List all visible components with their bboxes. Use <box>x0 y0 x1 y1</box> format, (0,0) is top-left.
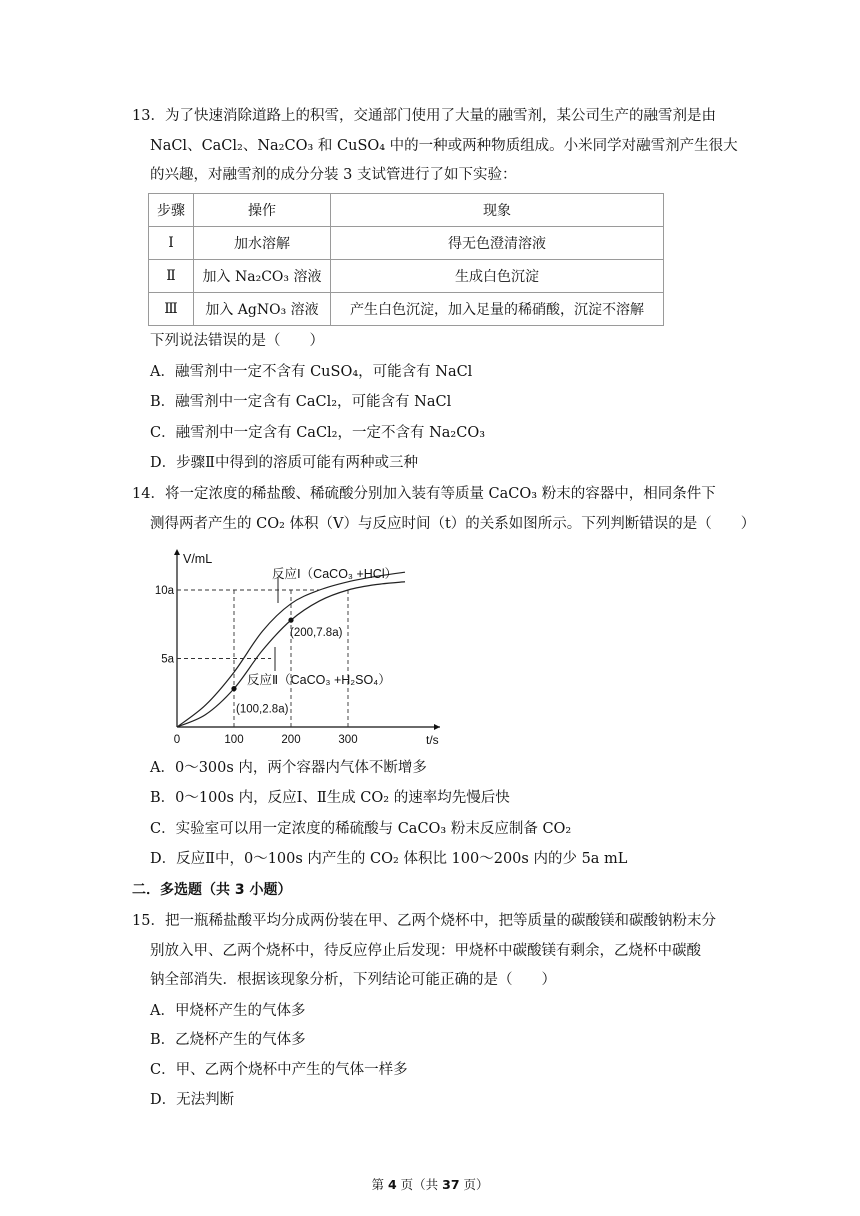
footer-suffix: 页） <box>463 1177 489 1192</box>
q15-line-3: 钠全部消失．根据该现象分析，下列结论可能正确的是（ ） <box>150 972 556 988</box>
series-label-1: 反应Ⅰ（CaCO₃ +HCl） <box>272 567 398 581</box>
table-cell: 加水溶解 <box>194 227 331 260</box>
data-point <box>288 618 293 623</box>
table-cell: 生成白色沉淀 <box>331 260 664 293</box>
q13-line-2: NaCl、CaCl₂、Na₂CO₃ 和 CuSO₄ 中的一种或两种物质组成。小米同学对融雪剂产生很大 <box>150 138 738 154</box>
y-axis-label: V/mL <box>183 552 213 566</box>
table-cell: Ⅲ <box>149 293 194 326</box>
table-header-row <box>149 194 664 227</box>
q14-line-2: 测得两者产生的 CO₂ 体积（V）与反应时间（t）的关系如图所示。下列判断错误的是（ ） <box>150 516 756 532</box>
x-axis-label: t/s <box>426 733 439 747</box>
table-cell: 加入 Na₂CO₃ 溶液 <box>194 260 331 293</box>
q15-option-a: A．甲烧杯产生的气体多 <box>150 1003 306 1019</box>
q15-line-1: 15．把一瓶稀盐酸平均分成两份装在甲、乙两个烧杯中，把等质量的碳酸镁和碳酸钠粉末分 <box>132 913 716 929</box>
q15-option-d: D．无法判断 <box>150 1092 235 1108</box>
q14-option-a: A．0～300s 内，两个容器内气体不断增多 <box>150 760 427 776</box>
table-row <box>149 227 664 260</box>
point-label: (100,2.8a) <box>236 703 289 716</box>
section-heading: 二．多选题（共 3 小题） <box>132 882 292 898</box>
q14-line-1: 14．将一定浓度的稀盐酸、稀硫酸分别加入装有等质量 CaCO₃ 粉末的容器中，相同条件下 <box>132 486 716 502</box>
q14-option-c: C．实验室可以用一定浓度的稀硫酸与 CaCO₃ 粉末反应制备 CO₂ <box>150 821 572 837</box>
q13-option-d: D．步骤Ⅱ中得到的溶质可能有两种或三种 <box>150 455 418 471</box>
series-label-2: 反应Ⅱ（CaCO₃ +H₂SO₄） <box>247 673 391 687</box>
data-point <box>231 686 236 691</box>
table-row <box>149 293 664 326</box>
q13-line-3: 的兴趣，对融雪剂的成分分装 3 支试管进行了如下实验： <box>150 167 517 183</box>
table-header-cell: 操作 <box>194 194 331 227</box>
q13-prompt: 下列说法错误的是（ ） <box>150 333 324 349</box>
table-row <box>149 260 664 293</box>
y-tick-label: 5a <box>161 653 174 666</box>
q13-line-1: 13．为了快速消除道路上的积雪，交通部门使用了大量的融雪剂，某公司生产的融雪剂是由 <box>132 108 716 124</box>
y-axis-arrow <box>174 549 180 555</box>
q13-option-c: C．融雪剂中一定含有 CaCl₂，一定不含有 Na₂CO₃ <box>150 425 486 441</box>
table-cell: Ⅱ <box>149 260 194 293</box>
x-axis-arrow <box>434 724 440 730</box>
y-tick-label: 10a <box>154 585 174 597</box>
q13-option-a: A．融雪剂中一定不含有 CuSO₄，可能含有 NaCl <box>150 364 473 380</box>
footer-prefix: 第 <box>371 1177 384 1192</box>
q14-option-d: D．反应Ⅱ中，0～100s 内产生的 CO₂ 体积比 100～200s 内的少 5a mL <box>150 851 628 867</box>
table-cell: 产生白色沉淀，加入足量的稀硝酸，沉淀不溶解 <box>331 293 664 326</box>
x-tick-label: 100 <box>224 734 244 746</box>
x-tick-label: 200 <box>281 734 301 746</box>
footer-total-pages: 37 <box>442 1177 460 1192</box>
point-label: (200,7.8a) <box>290 627 343 640</box>
q15-option-b: B．乙烧杯产生的气体多 <box>150 1032 306 1048</box>
q14-option-b: B．0～100s 内，反应Ⅰ、Ⅱ生成 CO₂ 的速率均先慢后快 <box>150 790 510 806</box>
page-footer <box>0 1175 860 1193</box>
footer-mid: 页（共 <box>400 1177 439 1192</box>
volume-time-chart <box>154 545 450 750</box>
table-cell: 加入 AgNO₃ 溶液 <box>194 293 331 326</box>
x-tick-label: 300 <box>338 734 358 746</box>
table-cell: 得无色澄清溶液 <box>331 227 664 260</box>
q15-line-2: 别放入甲、乙两个烧杯中，待反应停止后发现：甲烧杯中碳酸镁有剩余，乙烧杯中碳酸 <box>150 943 701 959</box>
table-header-cell: 步骤 <box>149 194 194 227</box>
q15-option-c: C．甲、乙两个烧杯中产生的气体一样多 <box>150 1062 408 1078</box>
table-header-cell: 现象 <box>331 194 664 227</box>
table-cell: Ⅰ <box>149 227 194 260</box>
q13-option-b: B．融雪剂中一定含有 CaCl₂，可能含有 NaCl <box>150 394 452 410</box>
x-tick-label: 0 <box>173 734 181 746</box>
experiment-table <box>148 193 664 326</box>
footer-page-number: 4 <box>387 1177 397 1192</box>
